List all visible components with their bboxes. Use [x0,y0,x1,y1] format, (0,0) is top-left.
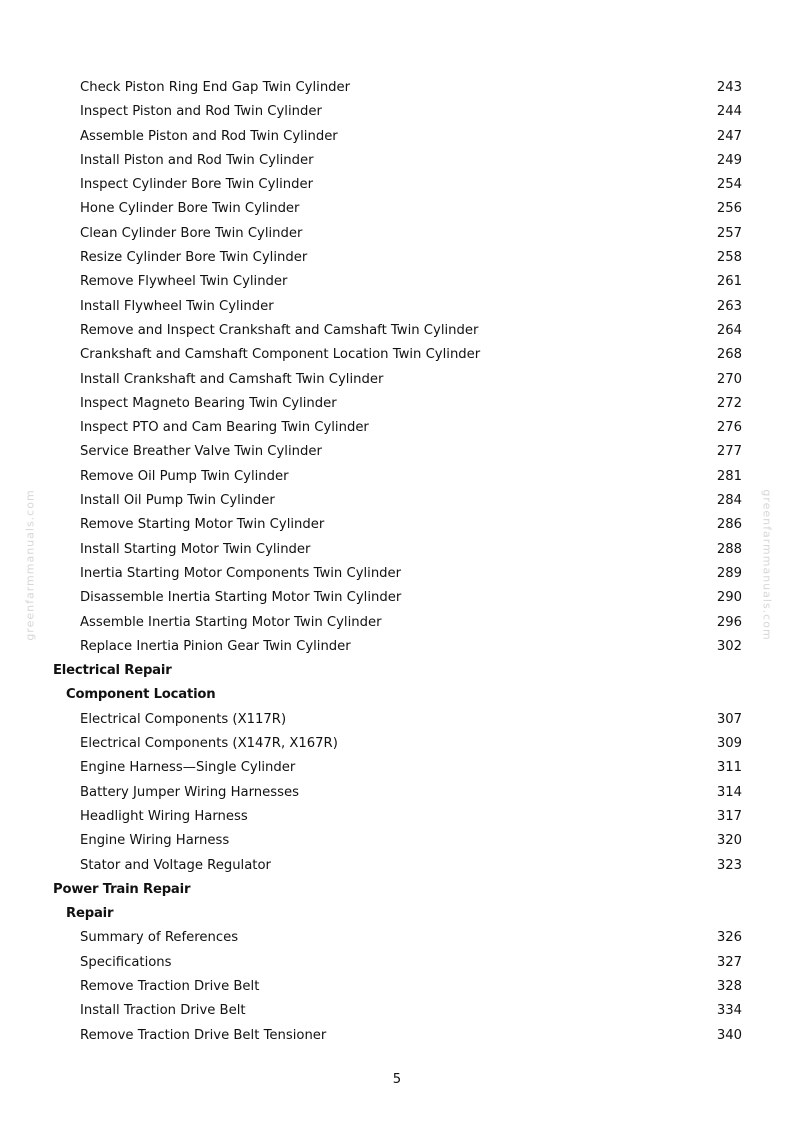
toc-entry-title: Inspect PTO and Cam Bearing Twin Cylinder [80,420,369,436]
toc-entry-page-number: 302 [716,638,742,654]
toc-entry-title: Remove and Inspect Crankshaft and Camshaft Twin Cylinder [80,322,479,338]
toc-entry[interactable] [0,246,794,270]
toc-entry-title: Specifications [80,954,172,970]
toc-entry-title: Disassemble Inertia Starting Motor Twin Cylinder [80,590,402,606]
toc-entry-page-number: 288 [716,541,742,557]
toc-entry-page-number: 272 [716,395,742,411]
toc-entry-title: Engine Wiring Harness [80,833,230,849]
toc-entry-title: Remove Starting Motor Twin Cylinder [80,517,325,533]
toc-entry-page-number: 296 [716,614,742,630]
toc-entry-title: Assemble Inertia Starting Motor Twin Cylinder [80,614,382,630]
toc-entry[interactable] [0,756,794,780]
toc-entry[interactable] [0,586,794,610]
toc-entry[interactable] [0,295,794,319]
toc-entry-title: Inspect Magneto Bearing Twin Cylinder [80,395,337,411]
toc-entry-title: Inspect Piston and Rod Twin Cylinder [80,104,322,120]
toc-entry[interactable] [0,76,794,100]
toc-entry-title: Summary of References [80,930,239,946]
toc-entry-page-number: 286 [716,517,742,533]
toc-entry[interactable] [0,100,794,124]
toc-entry-title: Install Traction Drive Belt [80,1003,246,1019]
toc-entry-page-number: 249 [716,152,742,168]
toc-entry[interactable] [0,781,794,805]
toc-entry-title: Service Breather Valve Twin Cylinder [80,444,322,460]
toc-entry-title: Repair [66,906,114,922]
toc-entry-title: Clean Cylinder Bore Twin Cylinder [80,225,303,241]
toc-entry-title: Power Train Repair [53,881,191,897]
toc-entry[interactable] [0,173,794,197]
toc-entry-title: Install Piston and Rod Twin Cylinder [80,152,314,168]
toc-entry-page-number: 261 [716,274,742,290]
toc-subsection-heading [0,683,794,707]
toc-entry-title: Inertia Starting Motor Components Twin Cylinder [80,565,402,581]
toc-entry-page-number: 290 [716,590,742,606]
toc-entry-title: Battery Jumper Wiring Harnesses [80,784,299,800]
toc-entry[interactable] [0,513,794,537]
toc-entry[interactable] [0,392,794,416]
toc-entry[interactable] [0,489,794,513]
toc-subsection-heading [0,902,794,926]
toc-entry[interactable] [0,951,794,975]
toc-entry-page-number: 276 [716,420,742,436]
toc-entry-page-number: 314 [716,784,742,800]
toc-entry-page-number: 334 [716,1003,742,1019]
toc-entry[interactable] [0,440,794,464]
toc-entry-page-number: 340 [716,1027,742,1043]
toc-entry[interactable] [0,270,794,294]
toc-entry-page-number: 317 [716,808,742,824]
toc-entry-page-number: 256 [716,201,742,217]
toc-section-heading [0,659,794,683]
toc-entry-page-number: 281 [716,468,742,484]
toc-entry-title: Crankshaft and Camshaft Component Location Twin Cylinder [80,347,481,363]
toc-entry-page-number: 243 [716,80,742,95]
toc-entry-title: Replace Inertia Pinion Gear Twin Cylinder [80,638,351,654]
toc-entry[interactable] [0,149,794,173]
toc-entry[interactable] [0,829,794,853]
toc-entry-title: Assemble Piston and Rod Twin Cylinder [80,128,338,144]
toc-entry[interactable] [0,708,794,732]
toc-entry-title: Remove Oil Pump Twin Cylinder [80,468,289,484]
toc-entry-page-number: 263 [716,298,742,314]
toc-entry-page-number: 307 [716,711,742,727]
page-number: 5 [392,1072,402,1087]
toc-entry-page-number: 258 [716,250,742,266]
toc-entry-page-number: 264 [716,322,742,338]
toc-entry[interactable] [0,416,794,440]
toc-entry[interactable] [0,465,794,489]
toc-entry-page-number: 244 [716,104,742,120]
toc-entry-page-number: 326 [716,930,742,946]
toc-entry-title: Remove Traction Drive Belt Tensioner [80,1027,327,1043]
toc-entry-title: Component Location [66,687,216,703]
toc-entry[interactable] [0,319,794,343]
toc-entry[interactable] [0,611,794,635]
toc-entry[interactable] [0,538,794,562]
toc-entry[interactable] [0,635,794,659]
toc-entry-page-number: 284 [716,493,742,509]
toc-entry-title: Check Piston Ring End Gap Twin Cylinder [80,80,351,95]
toc-entry-title: Resize Cylinder Bore Twin Cylinder [80,250,308,266]
toc-entry-page-number: 247 [716,128,742,144]
toc-entry-title: Install Crankshaft and Camshaft Twin Cylinder [80,371,384,387]
toc-entry[interactable] [0,125,794,149]
toc-entry-title: Engine Harness—Single Cylinder [80,760,296,776]
toc-entry-title: Headlight Wiring Harness [80,808,248,824]
toc-entry-title: Inspect Cylinder Bore Twin Cylinder [80,177,314,193]
toc-entry[interactable] [0,197,794,221]
toc-entry-page-number: 328 [716,978,742,994]
toc-entry-title: Hone Cylinder Bore Twin Cylinder [80,201,300,217]
toc-entry[interactable] [0,222,794,246]
toc-entry[interactable] [0,343,794,367]
toc-entry-page-number: 257 [716,225,742,241]
watermark-right: greenfarmmanuals.com [760,489,774,641]
toc-entry-page-number: 270 [716,371,742,387]
toc-entry-page-number: 327 [716,954,742,970]
toc-entry[interactable] [0,975,794,999]
toc-entry-page-number: 323 [716,857,742,873]
toc-entry-title: Remove Traction Drive Belt [80,978,260,994]
toc-entry-title: Install Oil Pump Twin Cylinder [80,493,275,509]
toc-section-heading [0,878,794,902]
toc-entry-page-number: 320 [716,833,742,849]
toc-entry[interactable] [0,999,794,1023]
toc-entry-title: Stator and Voltage Regulator [80,857,271,873]
toc-entry-title: Install Flywheel Twin Cylinder [80,298,274,314]
toc-entry-title: Electrical Components (X147R, X167R) [80,736,338,752]
toc-entry-page-number: 268 [716,347,742,363]
toc-entry[interactable] [0,926,794,950]
toc-entry-title: Remove Flywheel Twin Cylinder [80,274,288,290]
toc-entry-page-number: 277 [716,444,742,460]
toc-entry-title: Install Starting Motor Twin Cylinder [80,541,311,557]
toc-entry-page-number: 311 [716,760,742,776]
toc-entry[interactable] [0,732,794,756]
toc-entry[interactable] [0,1024,794,1048]
toc-entry-page-number: 289 [716,565,742,581]
toc-entry[interactable] [0,562,794,586]
toc-entry-page-number: 309 [716,736,742,752]
toc-entry[interactable] [0,805,794,829]
toc-entry-title: Electrical Components (X117R) [80,711,287,727]
toc-entry[interactable] [0,854,794,878]
toc-entry-title: Electrical Repair [53,663,172,679]
toc-entry-page-number: 254 [716,177,742,193]
toc-entry[interactable] [0,368,794,392]
watermark-left: greenfarmmanuals.com [23,489,37,641]
table-of-contents [0,76,794,1048]
